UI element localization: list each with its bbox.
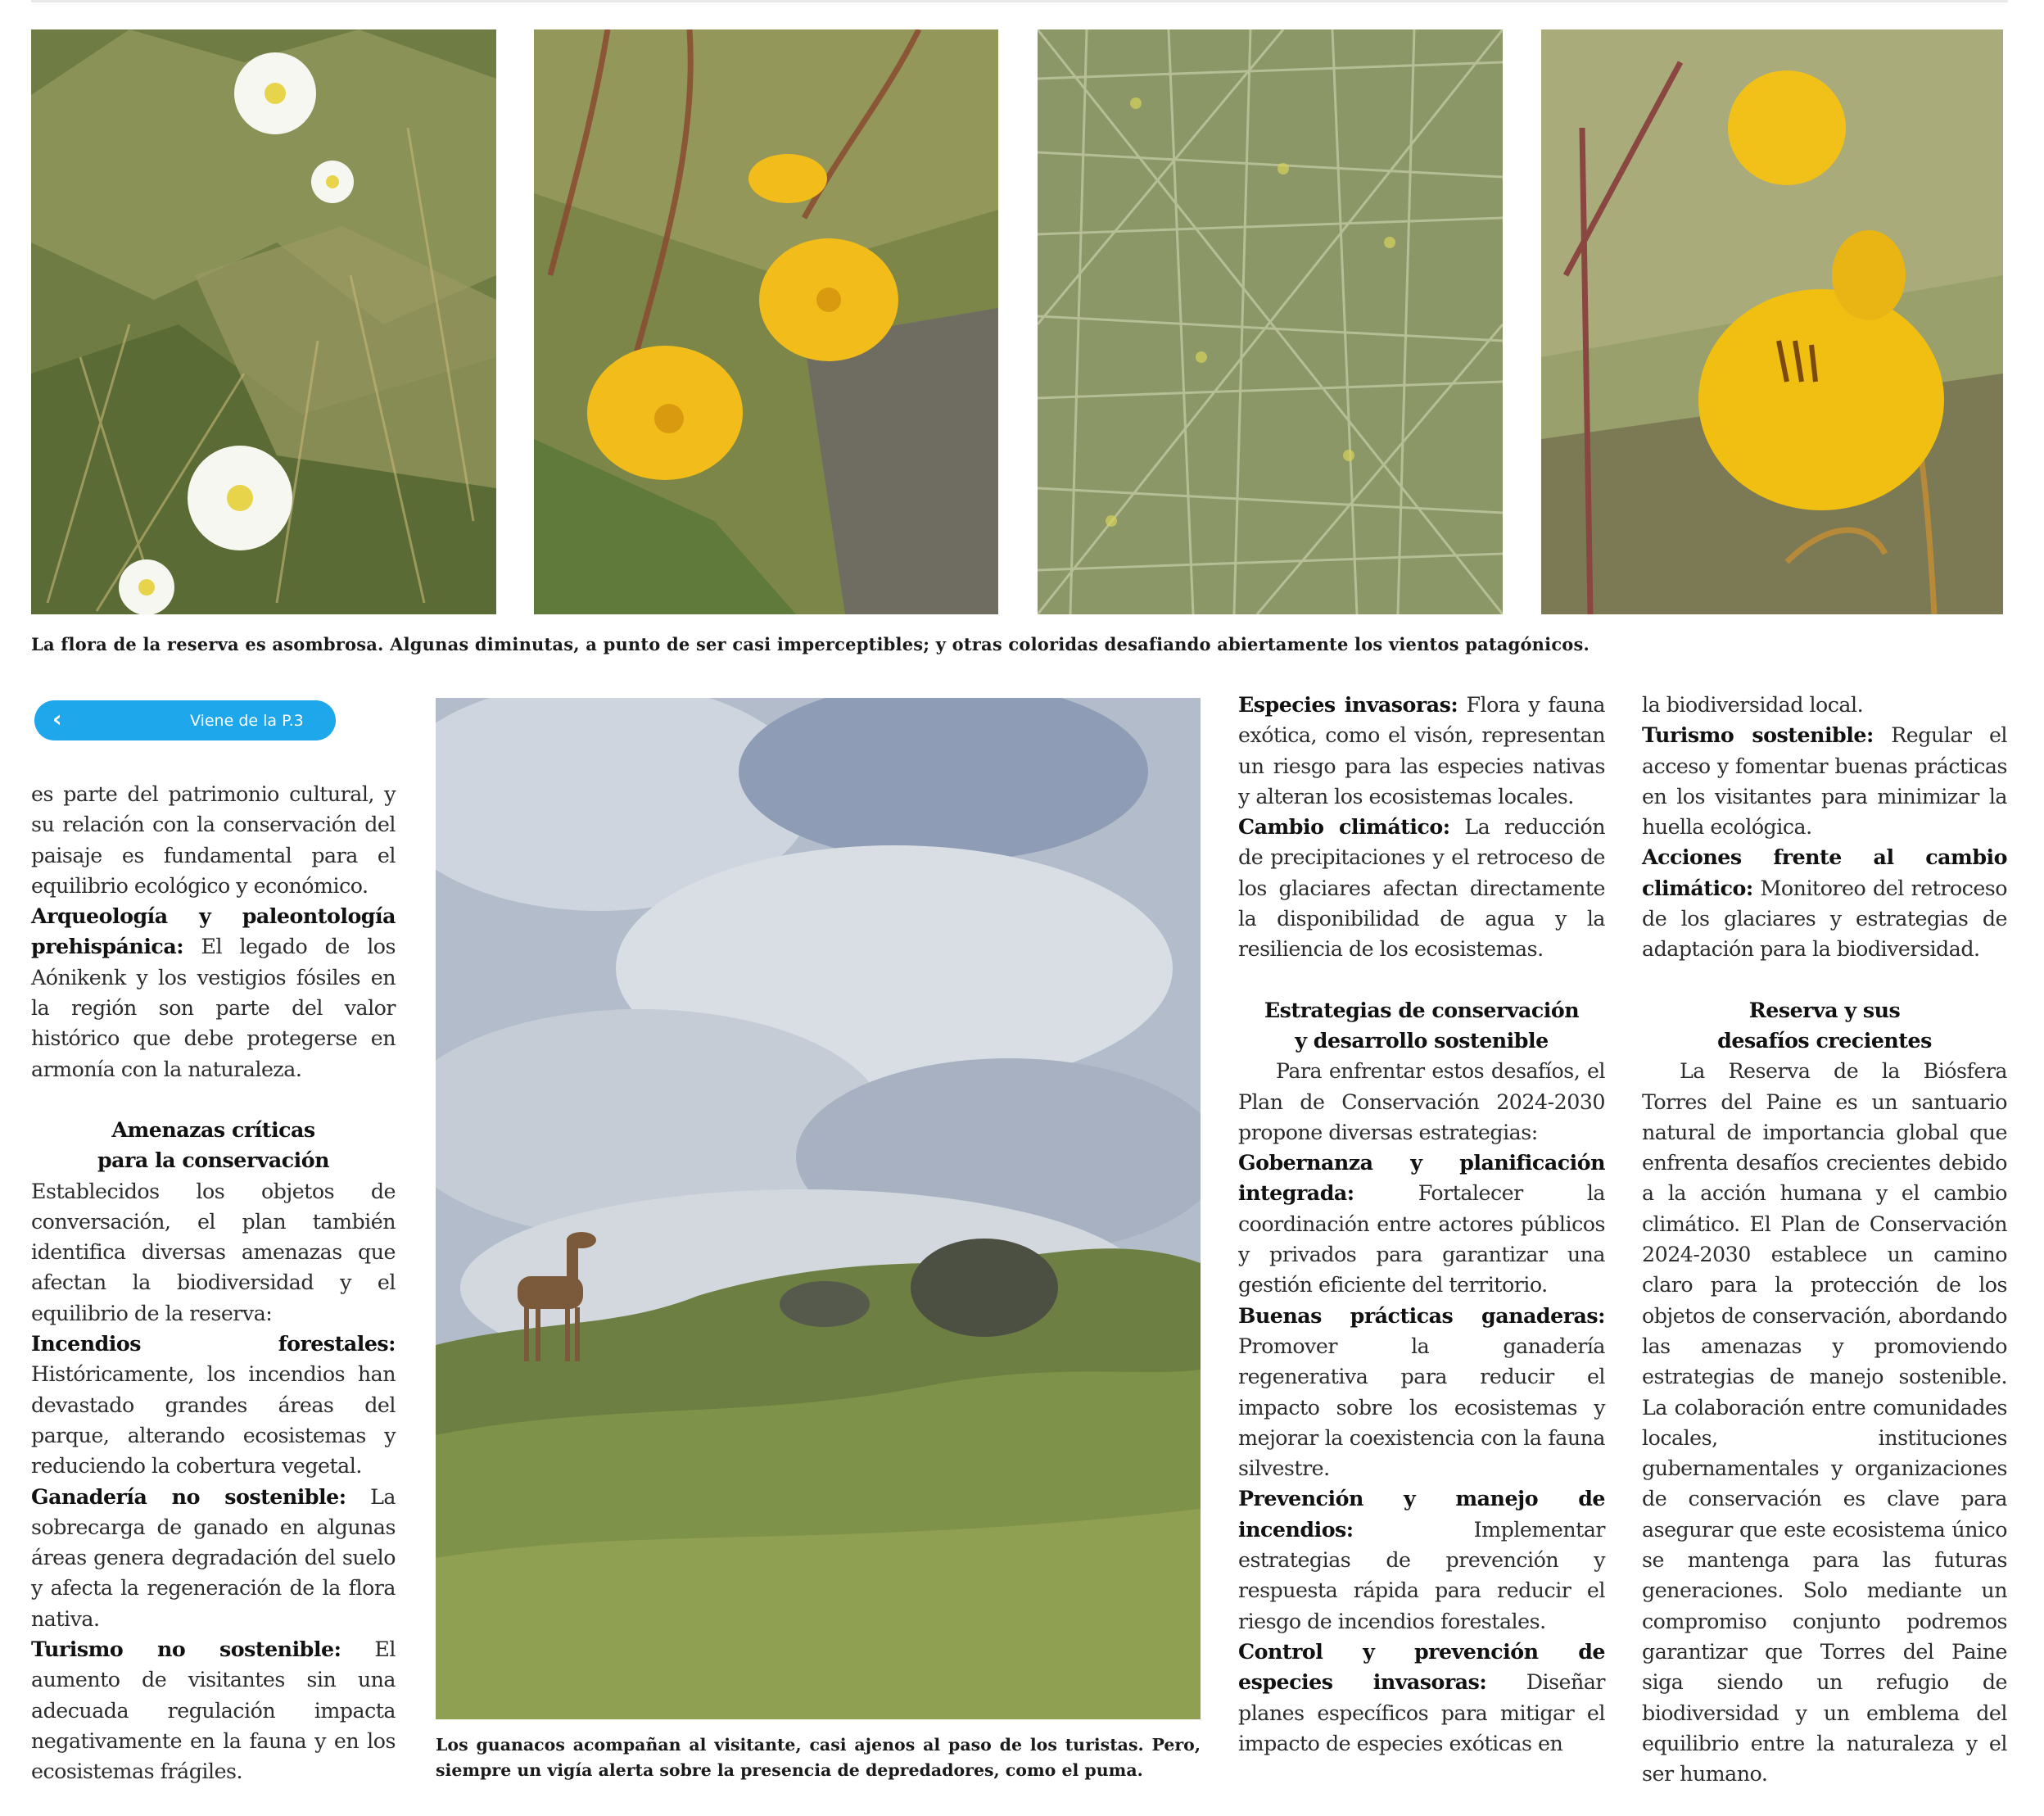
intro-paragraph: es parte del patrimonio cultural, y su relación con la conservación del paisaje es fundamental para el equilibrio ecológico y económico. [31, 782, 396, 898]
continued-from-page-link[interactable] [34, 700, 336, 740]
yellow-violet-flowers-photo [534, 29, 998, 614]
ganaderia-paragraph: Ganadería no sostenible: La sobrecarga de ganado en algunas áreas genera degradación del suelo y afecta la regeneración de la flora nativa. [31, 1483, 396, 1631]
especies-invasoras-paragraph: Especies invasoras: Flora y fauna exótica, como el visón, representan un riesgo para las especies nativas y alteran los ecosistemas locales. [1238, 692, 1606, 808]
estrategias-paragraph: Para enfrentar estos desafíos, el Plan de Conservación 2024-2030 propone diversas estrategias: [1238, 1059, 1605, 1144]
cambio-climatico-paragraph: Cambio climático: La reducción de precipitaciones y el retroceso de los glaciares afectan directamente la disponibilidad de agua y la resiliencia de los ecosistemas. [1238, 814, 1605, 962]
article-column-1 [31, 779, 396, 1787]
chevron-left-icon: ‹ [52, 705, 62, 732]
buenas-practicas-paragraph: Buenas prácticas ganaderas: Promover la ganadería regenerativa para reducir el impacto sobre los ecosistemas y mejorar la coexistencia con la fauna silvestre. [1238, 1302, 1605, 1481]
reserva-paragraph: La Reserva de la Biósfera Torres del Paine es un santuario natural de importancia global que enfrenta desafíos crecientes debido a la acción humana y el cambio climático. El Plan de Conservación 2024-2030 establece un camino claro para la protección de los objetos de conservación, abordando las amenazas y promoviendo estrategias de manejo sostenible. La colaboración entre comunidades locales, instituciones gubernamentales y organizaciones de conservación es clave para asegurar que este ecosistema único se mantenga para las futuras generaciones. Solo mediante un compromiso conjunto podremos garantizar que Torres del Paine siga siendo un refugio de biodiversidad y un emblema del equilibrio entre la naturaleza y el ser humano. [1642, 1059, 2007, 1787]
flora-photo-caption: La flora de la reserva es asombrosa. Algunas diminutas, a punto de ser casi imperceptibles; y otras coloridas desafiando abiertamente los vientos patagónicos. [31, 634, 1590, 654]
article-column-3 [1238, 690, 1605, 1759]
gobernanza-paragraph: Gobernanza y planificación integrada: Fortalecer la coordinación entre actores públicos y privados para garantizar una gestión eficiente del territorio. [1238, 1150, 1605, 1297]
white-daisy-flowers-photo [31, 29, 496, 614]
amenazas-heading: Amenazas críticas para la conservación [97, 1116, 330, 1173]
acciones-cambio-climatico-paragraph: Acciones frente al cambio climático: Monitoreo del retroceso de los glaciares y estrategias de adaptación para la biodiversidad. [1642, 845, 2007, 962]
top-rule [31, 0, 2008, 2]
reserva-heading: Reserva y sus desafíos crecientes [1717, 997, 1932, 1053]
turismo-sostenible-paragraph: Turismo sostenible: Regular el acceso y fomentar buenas prácticas en los visitantes para minimizar la huella ecológica. [1642, 722, 2008, 840]
biodiversidad-continuation: la biodiversidad local. [1642, 693, 1864, 717]
arqueologia-heading: Arqueología y paleontología prehispánica: [31, 903, 396, 959]
arqueologia-paragraph: Arqueología y paleontología prehispánica: El legado de los Aónikenk y los vestigios fósiles en la región son parte del valor histórico que debe protegerse en armonía con la naturaleza. [31, 903, 396, 1081]
article-column-4 [1642, 690, 2007, 1789]
incendios-paragraph: Incendios forestales: Históricamente, los incendios han devastado grandes áreas del parque, alterando ecosistemas y reduciendo la cobertura vegetal. [31, 1331, 396, 1479]
estrategias-heading: Estrategias de conservación y desarrollo sostenible [1264, 997, 1580, 1053]
guanaco-photo-caption: Los guanacos acompañan al visitante, casi ajenos al paso de los turistas. Pero, siempre un vigía alerta sobre la presencia de depredadores, como el puma. [436, 1735, 1201, 1780]
guanaco-on-hill-photo [436, 698, 1201, 1719]
control-invasoras-paragraph: Control y prevención de especies invasoras: Diseñar planes específicos para mitigar el impacto de especies exóticas en [1238, 1638, 1605, 1755]
turismo-no-sostenible-paragraph: Turismo no sostenible: El aumento de visitantes sin una adecuada regulación impacta negativamente en la fauna y en los ecosistemas frágiles. [31, 1637, 396, 1784]
spiny-green-shrub-photo [1038, 29, 1503, 614]
continued-label: Viene de la P.3 [190, 712, 304, 730]
yellow-calceolaria-flower-photo [1541, 29, 2003, 614]
amenazas-paragraph: Establecidos los objetos de conversación, el plan también identifica diversas amenazas que afectan la biodiversidad y el equilibrio de la reserva: [31, 1179, 396, 1325]
prevencion-incendios-paragraph: Prevención y manejo de incendios: Implementar estrategias de prevención y respuesta rápida para reducir el riesgo de incendios forestales. [1238, 1486, 1605, 1633]
